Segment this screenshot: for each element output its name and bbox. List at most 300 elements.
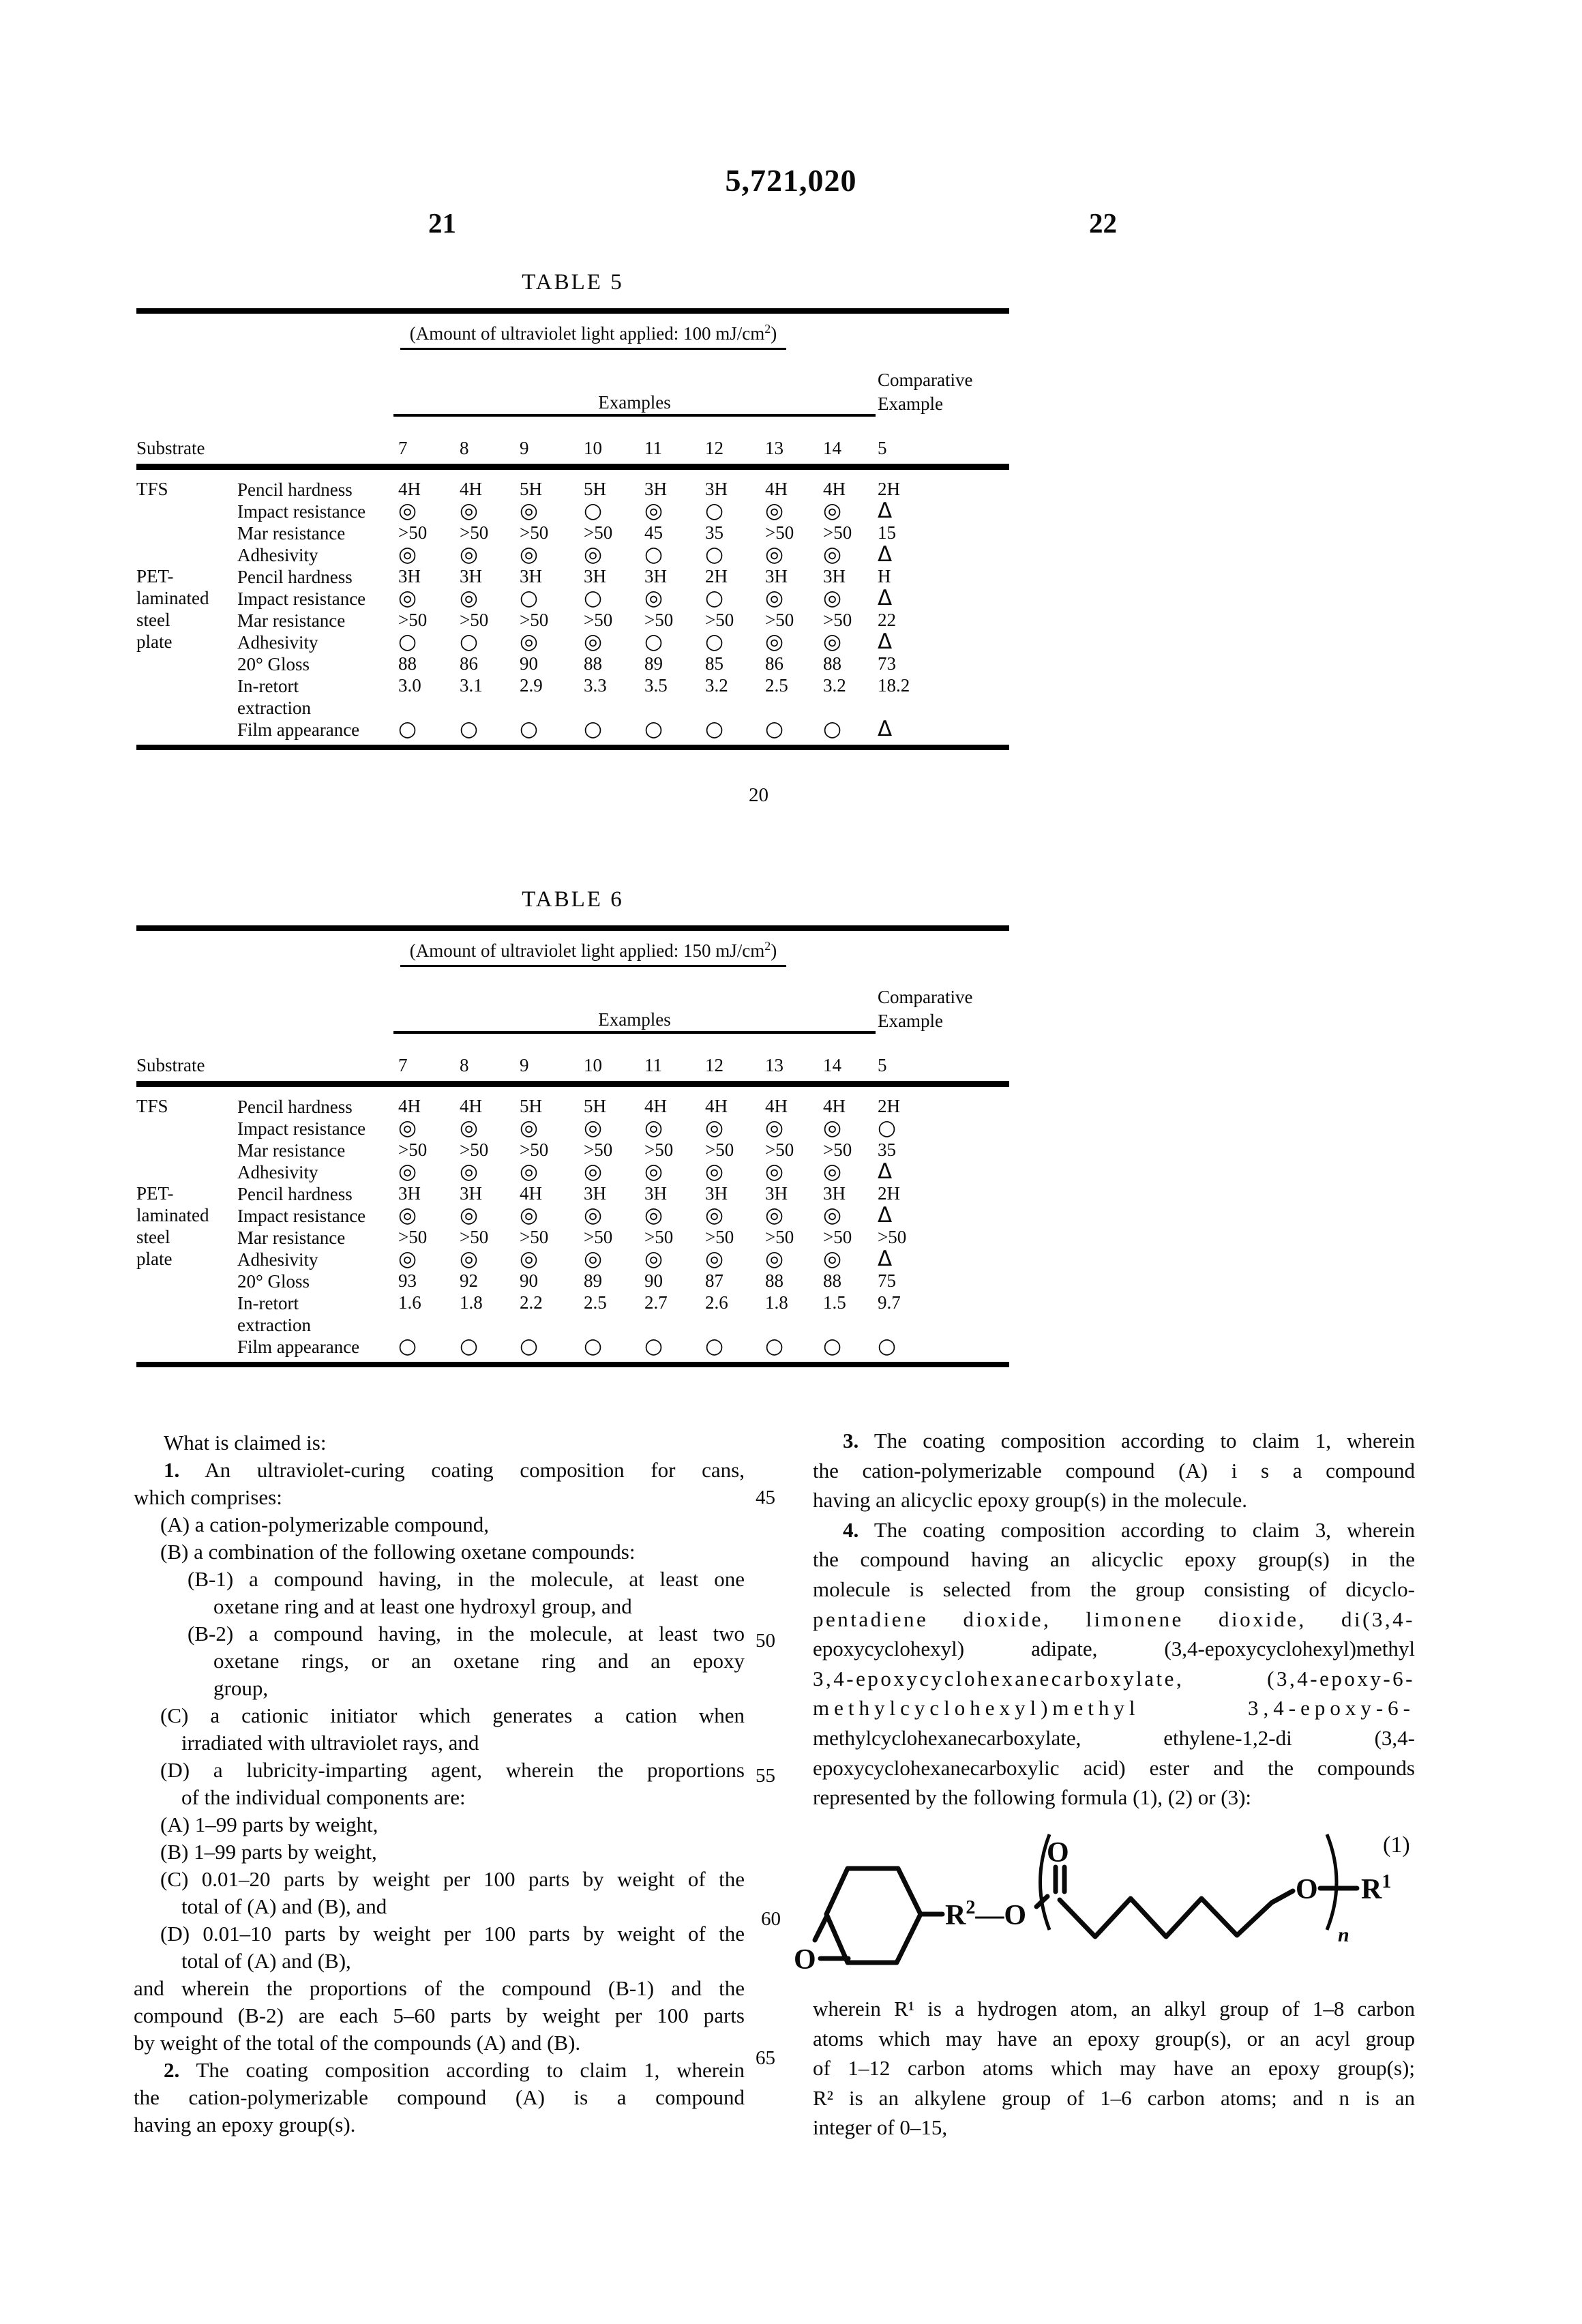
value-cell: ◎ — [765, 1203, 784, 1227]
value-cell: ◎ — [765, 498, 784, 523]
claims-text-line — [134, 1429, 745, 1457]
claims-text-line — [134, 1484, 745, 1511]
value-cell: ◎ — [644, 498, 663, 523]
value-cell: 85 — [705, 653, 723, 674]
value-cell: >50 — [584, 1139, 613, 1160]
value-cell: Δ — [878, 542, 893, 567]
column-number-right: 22 — [1089, 207, 1117, 239]
value-cell: >50 — [520, 1227, 549, 1247]
value-cell: >50 — [398, 1139, 428, 1160]
value-cell: >50 — [460, 1227, 489, 1247]
line-number-45: 45 — [756, 1487, 775, 1508]
value-cell: 1.8 — [765, 1292, 788, 1313]
claims-text-line — [134, 1920, 745, 1948]
column-number: 14 — [823, 438, 841, 458]
value-cell: 3H — [584, 1183, 606, 1204]
claims-text-line — [134, 2057, 745, 2084]
claims-text-line — [134, 2084, 745, 2111]
value-cell: ◎ — [765, 542, 784, 567]
property-cell: Pencil hardness — [237, 1097, 353, 1117]
value-cell: ◎ — [765, 629, 784, 654]
value-cell: 45 — [644, 522, 663, 543]
claim-text: total of (A) and (B), — [181, 1949, 351, 1973]
table-row — [136, 653, 1009, 675]
line-number-60: 60 — [761, 1908, 781, 1930]
value-cell: >50 — [398, 610, 428, 630]
value-cell: >50 — [705, 610, 734, 630]
column-number: 14 — [823, 1055, 841, 1075]
substrate-cell: laminated — [136, 588, 209, 608]
claim-text: (D) a lubricity-imparting agent, wherein the proportions — [160, 1758, 745, 1782]
claim-text: represented by the following formula (1), (2) or (3): — [813, 1785, 1252, 1810]
claim-text: 3,4-epoxycyclohexanecarboxylate, (3,4-epoxy-6- — [813, 1666, 1415, 1690]
value-cell: 4H — [765, 479, 788, 499]
examples-header: Examples — [393, 392, 876, 417]
value-cell: 3H — [398, 566, 421, 586]
table-rows — [136, 1096, 1009, 1358]
value-cell: ○ — [644, 629, 663, 654]
claim-text: the cation-polymerizable compound (A) i s a compound — [813, 1458, 1415, 1483]
value-cell: 3H — [705, 479, 728, 499]
table-row — [136, 1118, 1009, 1139]
r2-group-label: $R^2—O$ — [945, 1897, 1027, 1931]
claim-text: What is claimed is: — [164, 1431, 327, 1455]
value-cell: ◎ — [584, 629, 603, 654]
property-cell: Impact resistance — [237, 501, 366, 522]
value-cell: 89 — [584, 1270, 602, 1291]
value-cell: 2.5 — [765, 675, 788, 696]
value-cell: ○ — [878, 1116, 897, 1140]
value-cell: ○ — [765, 1334, 784, 1358]
value-cell: ◎ — [765, 1116, 784, 1140]
claims-text-line — [134, 1620, 745, 1648]
value-cell: >50 — [765, 1227, 794, 1247]
claims-text-line — [134, 1757, 745, 1784]
value-cell: ○ — [878, 1334, 897, 1358]
table-top-rule — [136, 925, 1009, 931]
value-cell: ◎ — [823, 542, 842, 567]
value-cell: ○ — [705, 1334, 724, 1358]
value-cell: Δ — [878, 1203, 893, 1227]
subtitle-text: (Amount of ultraviolet light applied: 100 mJ/cm — [409, 323, 765, 344]
value-cell: ◎ — [460, 1247, 479, 1271]
cyclohexane-ring — [826, 1868, 921, 1963]
table-top-rule — [136, 308, 1009, 314]
value-cell: 88 — [823, 1270, 841, 1291]
value-cell: ◎ — [644, 1247, 663, 1271]
value-cell: ○ — [460, 1334, 479, 1358]
claim-text: The coating composition according to claim 3, wherein — [859, 1517, 1415, 1542]
value-cell: ○ — [823, 717, 842, 741]
table-row — [136, 479, 1009, 501]
value-cell: 3H — [705, 1183, 728, 1204]
value-cell: 86 — [765, 653, 783, 674]
value-cell: ◎ — [398, 542, 417, 567]
table-row — [136, 1205, 1009, 1227]
value-cell: 3H — [398, 1183, 421, 1204]
value-cell: ◎ — [584, 1203, 603, 1227]
value-cell: Δ — [878, 1247, 893, 1271]
claim-text: by weight of the total of the compounds (A) and (B). — [134, 2031, 581, 2055]
value-cell: ◎ — [584, 1159, 603, 1184]
value-cell: 4H — [705, 1096, 728, 1116]
value-cell: ○ — [584, 1334, 603, 1358]
value-cell: ○ — [705, 586, 724, 610]
comparative-line-1: Comparative — [878, 370, 973, 390]
value-cell: 18.2 — [878, 675, 910, 696]
column-number: 12 — [705, 1055, 723, 1075]
claim-number: 4. — [843, 1517, 859, 1542]
value-cell: 5H — [520, 479, 542, 499]
value-cell: ◎ — [520, 1247, 539, 1271]
claims-right-column-upper — [813, 1426, 1415, 1813]
carbon-chain — [1060, 1891, 1293, 1937]
value-cell: 2.9 — [520, 675, 543, 696]
value-cell: ◎ — [823, 629, 842, 654]
value-cell: 5H — [584, 479, 606, 499]
value-cell: >50 — [823, 610, 852, 630]
value-cell: 4H — [398, 1096, 421, 1116]
patent-number: 5,721,020 — [725, 163, 857, 198]
value-cell: ○ — [584, 586, 603, 610]
claim-text: (B) a combination of the following oxetane compounds: — [160, 1540, 636, 1564]
claims-text-line — [813, 2053, 1415, 2083]
value-cell: ◎ — [398, 498, 417, 523]
value-cell: 3H — [823, 1183, 846, 1204]
value-cell: ◎ — [705, 1203, 724, 1227]
value-cell: 35 — [705, 522, 723, 543]
column-number: 11 — [644, 438, 662, 458]
value-cell: ◎ — [823, 1159, 842, 1184]
claims-text-line — [813, 2024, 1415, 2054]
claim-text: The coating composition according to claim 1, wherein — [179, 2058, 745, 2082]
claims-text-line — [134, 2029, 745, 2057]
value-cell: 1.8 — [460, 1292, 483, 1313]
value-cell: 75 — [878, 1270, 896, 1291]
value-cell: ○ — [705, 498, 724, 523]
value-cell: 3.2 — [823, 675, 846, 696]
claims-text-line — [813, 1575, 1415, 1605]
table-row — [136, 1227, 1009, 1249]
table-subtitle — [286, 940, 900, 967]
claims-text-line — [134, 1538, 745, 1566]
formula-1-structure — [777, 1800, 1446, 1998]
substrate-header: Substrate — [136, 1055, 205, 1075]
claim-text: (A) a cation-polymerizable compound, — [160, 1513, 490, 1536]
formula-number-label: (1) — [1383, 1832, 1410, 1858]
subtitle-superscript: 2 — [764, 939, 771, 953]
value-cell: ◎ — [460, 1159, 479, 1184]
value-cell: ◎ — [644, 586, 663, 610]
value-cell: ◎ — [823, 1203, 842, 1227]
value-cell: Δ — [878, 586, 893, 610]
carbonyl-oxygen-label: O — [1047, 1837, 1069, 1868]
substrate-cell: laminated — [136, 1205, 209, 1225]
table-row — [136, 498, 1009, 523]
value-cell: 2H — [878, 479, 900, 499]
claims-right-column-lower — [813, 1994, 1415, 2143]
column-number: 7 — [398, 438, 408, 458]
value-cell: 15 — [878, 522, 896, 543]
table-bottom-rule — [136, 1362, 1009, 1367]
value-cell: ◎ — [584, 542, 603, 567]
value-cell: 3.0 — [398, 675, 421, 696]
claims-text-line — [134, 1593, 745, 1620]
value-cell: 4H — [823, 479, 846, 499]
property-cell: Impact resistance — [237, 1206, 366, 1226]
claim-text: An ultraviolet-curing coating composition for cans, — [179, 1458, 745, 1482]
value-cell: ◎ — [644, 1159, 663, 1184]
column-number-left: 21 — [428, 207, 456, 239]
value-cell: >50 — [765, 610, 794, 630]
substrate-cell: PET- — [136, 1183, 174, 1204]
subtitle-close: ) — [771, 940, 777, 961]
claim-text: oxetane rings, or an oxetane ring and an epoxy — [213, 1649, 745, 1673]
subtitle-close: ) — [771, 323, 777, 344]
subtitle-text: (Amount of ultraviolet light applied: 150 mJ/cm — [409, 940, 765, 961]
value-cell: 88 — [398, 653, 417, 674]
claims-text-line — [134, 1811, 745, 1838]
value-cell: ◎ — [765, 1247, 784, 1271]
value-cell: H — [878, 566, 891, 586]
claims-text-line — [134, 1511, 745, 1538]
chain-oxygen-label: O — [1296, 1874, 1318, 1905]
value-cell: 2.6 — [705, 1292, 728, 1313]
table-row — [136, 1183, 1009, 1205]
table-subtitle-text — [400, 323, 786, 350]
table-row — [136, 544, 1009, 566]
line-number-65: 65 — [756, 2047, 775, 2069]
column-number: 5 — [878, 438, 887, 458]
claim-text: integer of 0–15, — [813, 2115, 948, 2140]
value-cell: >50 — [584, 610, 613, 630]
claim-text: epoxycyclohexanecarboxylic acid) ester and the compounds — [813, 1755, 1415, 1780]
column-number: 11 — [644, 1055, 662, 1075]
value-cell: >50 — [584, 1227, 613, 1247]
value-cell: 9.7 — [878, 1292, 901, 1313]
claims-text-line — [134, 1675, 745, 1702]
value-cell: ○ — [705, 629, 724, 654]
value-cell: ◎ — [644, 1203, 663, 1227]
value-cell: 93 — [398, 1270, 417, 1291]
table-row — [136, 1249, 1009, 1270]
property-cell: Pencil hardness — [237, 479, 353, 500]
claim-text: having an epoxy group(s). — [134, 2113, 356, 2136]
value-cell: 2.7 — [644, 1292, 668, 1313]
property-cell: Film appearance — [237, 1337, 360, 1357]
value-cell: >50 — [460, 522, 489, 543]
value-cell: ◎ — [520, 1116, 539, 1140]
value-cell: ◎ — [520, 1203, 539, 1227]
claim-text: atoms which may have an epoxy group(s), or an acyl group — [813, 2026, 1415, 2051]
value-cell: ◎ — [398, 1247, 417, 1271]
property-cell: Mar resistance — [237, 523, 346, 543]
value-cell: 2H — [878, 1096, 900, 1116]
value-cell: 73 — [878, 653, 896, 674]
substrate-cell: TFS — [136, 479, 168, 499]
examples-header: Examples — [393, 1009, 876, 1034]
substrate-cell: plate — [136, 631, 173, 652]
claims-text-line — [134, 1975, 745, 2002]
comparative-example-header — [878, 985, 972, 1033]
epoxy-oxygen-label: O — [794, 1944, 816, 1976]
property-cell: Adhesivity — [237, 545, 318, 565]
claim-text: of the individual components are: — [181, 1785, 466, 1809]
claim-text: total of (A) and (B), and — [181, 1894, 387, 1918]
claim-text: group, — [213, 1676, 269, 1700]
claims-text-line — [134, 1948, 745, 1975]
property-cell: Pencil hardness — [237, 567, 353, 587]
value-cell: 3.2 — [705, 675, 728, 696]
value-cell: ○ — [398, 717, 417, 741]
claims-text-line — [134, 1893, 745, 1920]
value-cell: 90 — [520, 1270, 538, 1291]
value-cell: ◎ — [823, 586, 842, 610]
claims-text-line — [134, 1729, 745, 1757]
value-cell: 4H — [398, 479, 421, 499]
substrate-cell: plate — [136, 1249, 173, 1269]
value-cell: ○ — [765, 717, 784, 741]
claims-text-line — [813, 1515, 1415, 1545]
property-cell: Mar resistance — [237, 610, 346, 631]
value-cell: ◎ — [460, 1116, 479, 1140]
value-cell: 3H — [460, 1183, 482, 1204]
claim-text: wherein R¹ is a hydrogen atom, an alkyl group of 1–8 carbon — [813, 1997, 1415, 2021]
claims-text-line — [134, 1838, 745, 1866]
substrate-cell: steel — [136, 1227, 170, 1247]
value-cell: 3.3 — [584, 675, 607, 696]
value-cell: 3H — [765, 1183, 788, 1204]
property-cell: 20° Gloss — [237, 654, 310, 674]
column-number: 12 — [705, 438, 723, 458]
claim-text: (B-2) a compound having, in the molecule, at least two — [188, 1622, 745, 1645]
value-cell: >50 — [765, 522, 794, 543]
value-cell: 35 — [878, 1139, 896, 1160]
table-header-rule — [136, 1081, 1009, 1087]
claim-text: (D) 0.01–10 parts by weight per 100 parts by weight of the — [160, 1922, 745, 1946]
value-cell: ○ — [584, 498, 603, 523]
value-cell: 2.5 — [584, 1292, 607, 1313]
claims-text-line — [813, 1664, 1415, 1694]
value-cell: 2H — [705, 566, 728, 586]
property-cell: Adhesivity — [237, 1249, 318, 1270]
value-cell: >50 — [584, 522, 613, 543]
value-cell: 5H — [584, 1096, 606, 1116]
value-cell: Δ — [878, 1159, 893, 1184]
value-cell: 90 — [644, 1270, 663, 1291]
value-cell: >50 — [520, 610, 549, 630]
value-cell: 88 — [584, 653, 602, 674]
value-cell: ○ — [705, 717, 724, 741]
value-cell: >50 — [823, 1139, 852, 1160]
claim-text: the cation-polymerizable compound (A) is a compound — [134, 2085, 745, 2109]
right-parenthesis — [1327, 1834, 1337, 1930]
claim-text: (B-1) a compound having, in the molecule, at least one — [188, 1567, 745, 1591]
table-row — [136, 566, 1009, 588]
value-cell: ◎ — [520, 542, 539, 567]
value-cell: 3H — [765, 566, 788, 586]
claims-text-line — [813, 2083, 1415, 2113]
table-row — [136, 1161, 1009, 1183]
comparative-example-header — [878, 368, 972, 416]
claims-text-line — [813, 1753, 1415, 1783]
property-cell: Film appearance — [237, 719, 360, 740]
value-cell: >50 — [823, 1227, 852, 1247]
table-header-rule — [136, 464, 1009, 470]
claims-text-line — [813, 1605, 1415, 1635]
claims-text-line — [813, 1994, 1415, 2024]
value-cell: ○ — [644, 717, 663, 741]
value-cell: 4H — [460, 1096, 482, 1116]
value-cell: 86 — [460, 653, 478, 674]
substrate-cell: PET- — [136, 566, 174, 586]
subtitle-superscript: 2 — [764, 322, 771, 336]
claim-text: methylcyclohexanecarboxylate, ethylene-1,2-di (3,4- — [813, 1725, 1415, 1750]
claim-number: 2. — [164, 2058, 180, 2082]
table-row — [136, 1139, 1009, 1161]
substrate-cell: TFS — [136, 1096, 168, 1116]
claims-text-line — [813, 1545, 1415, 1575]
table-title: TABLE 5 — [522, 270, 624, 295]
claims-text-line — [813, 1723, 1415, 1753]
claim-text: methylcyclohexyl)methyl 3,4-epoxy-6- — [813, 1696, 1415, 1720]
property-cell: In-retort extraction — [237, 1293, 311, 1335]
property-cell: Impact resistance — [237, 589, 366, 609]
value-cell: ○ — [644, 542, 663, 567]
value-cell: ◎ — [823, 1116, 842, 1140]
value-cell: 3H — [520, 566, 542, 586]
column-number: 8 — [460, 1055, 469, 1075]
column-number: 8 — [460, 438, 469, 458]
value-cell: 3H — [584, 566, 606, 586]
table-row — [136, 1096, 1009, 1118]
value-cell: ○ — [398, 1334, 417, 1358]
value-cell: ◎ — [705, 1247, 724, 1271]
value-cell: ○ — [520, 1334, 539, 1358]
claims-text-line — [813, 1634, 1415, 1664]
value-cell: ◎ — [823, 1247, 842, 1271]
value-cell: ◎ — [765, 1159, 784, 1184]
claim-text: epoxycyclohexyl) adipate, (3,4-epoxycyclohexyl)methyl — [813, 1637, 1415, 1661]
claims-text-line — [134, 2111, 745, 2139]
claim-text: (A) 1–99 parts by weight, — [160, 1813, 378, 1836]
property-cell: Mar resistance — [237, 1140, 346, 1161]
claim-text: molecule is selected from the group consisting of dicyclo- — [813, 1577, 1415, 1601]
value-cell: >50 — [765, 1139, 794, 1160]
column-number: 13 — [765, 1055, 783, 1075]
repeat-subscript-n: n — [1338, 1924, 1349, 1946]
value-cell: ○ — [398, 629, 417, 654]
value-cell: 4H — [520, 1183, 542, 1204]
value-cell: Δ — [878, 717, 893, 741]
value-cell: 5H — [520, 1096, 542, 1116]
value-cell: >50 — [878, 1227, 907, 1247]
value-cell: >50 — [398, 522, 428, 543]
column-number: 13 — [765, 438, 783, 458]
value-cell: 4H — [644, 1096, 667, 1116]
claims-text-line — [813, 1693, 1415, 1723]
table-rows — [136, 479, 1009, 741]
property-cell: Adhesivity — [237, 632, 318, 653]
value-cell: 1.6 — [398, 1292, 421, 1313]
table-row — [136, 522, 1009, 544]
value-cell: 2H — [878, 1183, 900, 1204]
value-cell: ◎ — [460, 498, 479, 523]
table-bottom-rule — [136, 745, 1009, 750]
table-row — [136, 631, 1009, 653]
value-cell: 3.1 — [460, 675, 483, 696]
column-number: 9 — [520, 1055, 529, 1075]
